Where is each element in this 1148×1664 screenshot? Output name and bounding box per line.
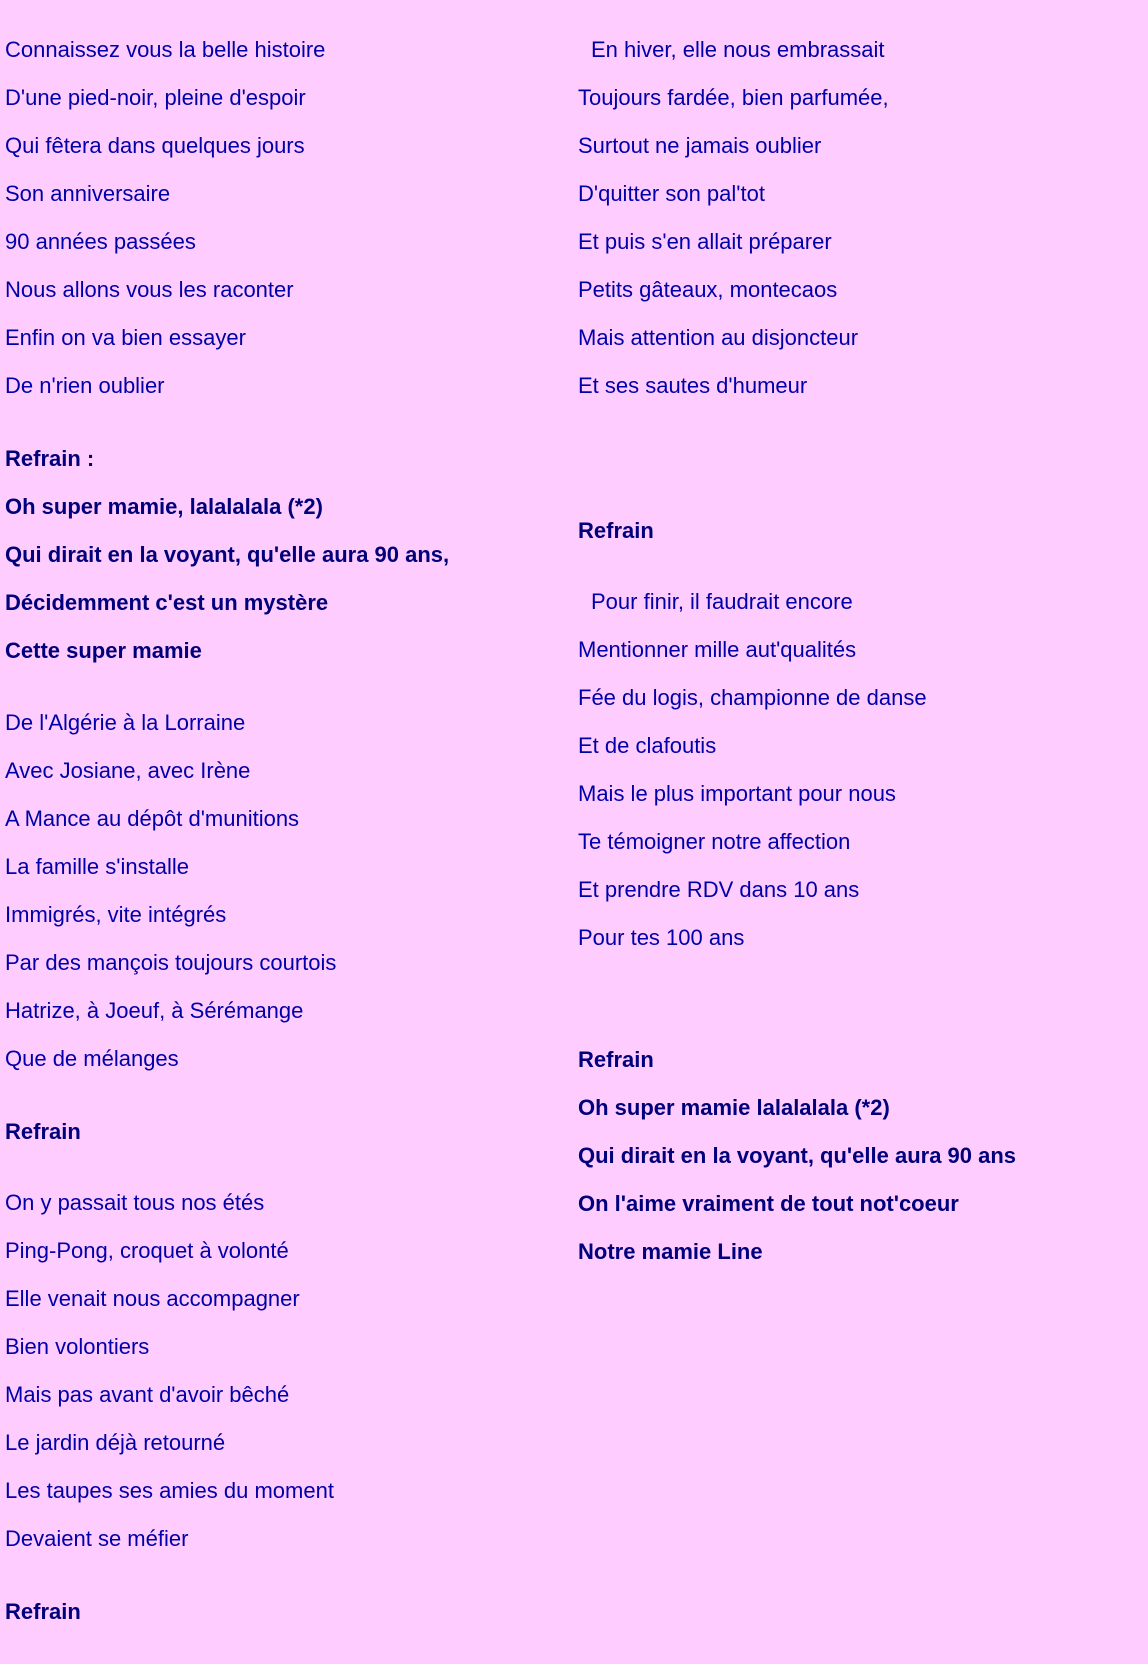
lyric-line: Mentionner mille aut'qualités (578, 637, 857, 662)
lyric-line: On y passait tous nos étés (5, 1190, 265, 1215)
lyric-line: Par des mançois toujours courtois (5, 950, 337, 975)
lyric-line: Toujours fardée, bien parfumée, (578, 85, 889, 110)
refrain-heading: Refrain (578, 518, 654, 543)
refrain-heading: Refrain (578, 1047, 654, 1072)
refrain-line: Oh super mamie lalalalala (*2) (578, 1095, 890, 1120)
lyric-line: Mais le plus important pour nous (578, 781, 896, 806)
lyric-line: Pour tes 100 ans (578, 925, 745, 950)
refrain-line: Notre mamie Line (578, 1239, 763, 1264)
lyric-line: Les taupes ses amies du moment (5, 1478, 334, 1503)
lyric-line: Pour finir, il faudrait encore (591, 589, 853, 614)
lyric-line: Petits gâteaux, montecaos (578, 277, 838, 302)
refrain-line: Décidemment c'est un mystère (5, 590, 329, 615)
refrain-heading: Refrain (5, 1119, 81, 1144)
lyric-line: Et puis s'en allait préparer (578, 229, 832, 254)
lyric-line: Bien volontiers (5, 1334, 150, 1359)
lyric-line: Son anniversaire (5, 181, 171, 206)
refrain-line: On l'aime vraiment de tout not'coeur (578, 1191, 959, 1216)
lyric-line: Mais attention au disjoncteur (578, 325, 859, 350)
lyric-line: De l'Algérie à la Lorraine (5, 710, 246, 735)
lyric-line: En hiver, elle nous embrassait (591, 37, 885, 62)
refrain-line: Qui dirait en la voyant, qu'elle aura 90 ans, (5, 542, 450, 567)
lyric-line: D'quitter son pal'tot (578, 181, 765, 206)
lyric-line: Nous allons vous les raconter (5, 277, 294, 302)
lyric-line: La famille s'installe (5, 854, 189, 879)
lyric-line: Qui fêtera dans quelques jours (5, 133, 305, 158)
lyric-line: Mais pas avant d'avoir bêché (5, 1382, 290, 1407)
refrain-heading: Refrain : (5, 446, 95, 471)
lyric-line: 90 années passées (5, 229, 196, 254)
lyric-line: Enfin on va bien essayer (5, 325, 246, 350)
lyric-line: Et de clafoutis (578, 733, 717, 758)
refrain-heading: Refrain (5, 1599, 81, 1624)
lyric-line: Te témoigner notre affection (578, 829, 851, 854)
lyric-line: Immigrés, vite intégrés (5, 902, 227, 927)
lyric-line: Connaissez vous la belle histoire (5, 37, 326, 62)
lyric-line: D'une pied-noir, pleine d'espoir (5, 85, 306, 110)
lyric-line: Et prendre RDV dans 10 ans (578, 877, 860, 902)
lyric-line: Le jardin déjà retourné (5, 1430, 226, 1455)
lyric-line: Avec Josiane, avec Irène (5, 758, 251, 783)
lyric-line: Ping-Pong, croquet à volonté (5, 1238, 289, 1263)
lyric-line: Devaient se méfier (5, 1526, 189, 1551)
refrain-line: Cette super mamie (5, 638, 202, 663)
lyric-line: Fée du logis, championne de danse (578, 685, 927, 710)
lyric-line: Que de mélanges (5, 1046, 179, 1071)
lyric-line: Surtout ne jamais oublier (578, 133, 822, 158)
lyric-line: Elle venait nous accompagner (5, 1286, 300, 1311)
lyric-line: A Mance au dépôt d'munitions (5, 806, 300, 831)
lyric-line: Hatrize, à Joeuf, à Sérémange (5, 998, 304, 1023)
refrain-line: Qui dirait en la voyant, qu'elle aura 90 ans (578, 1143, 1017, 1168)
refrain-line: Oh super mamie, lalalalala (*2) (5, 494, 323, 519)
lyric-line: De n'rien oublier (5, 373, 165, 398)
lyric-line: Et ses sautes d'humeur (578, 373, 808, 398)
